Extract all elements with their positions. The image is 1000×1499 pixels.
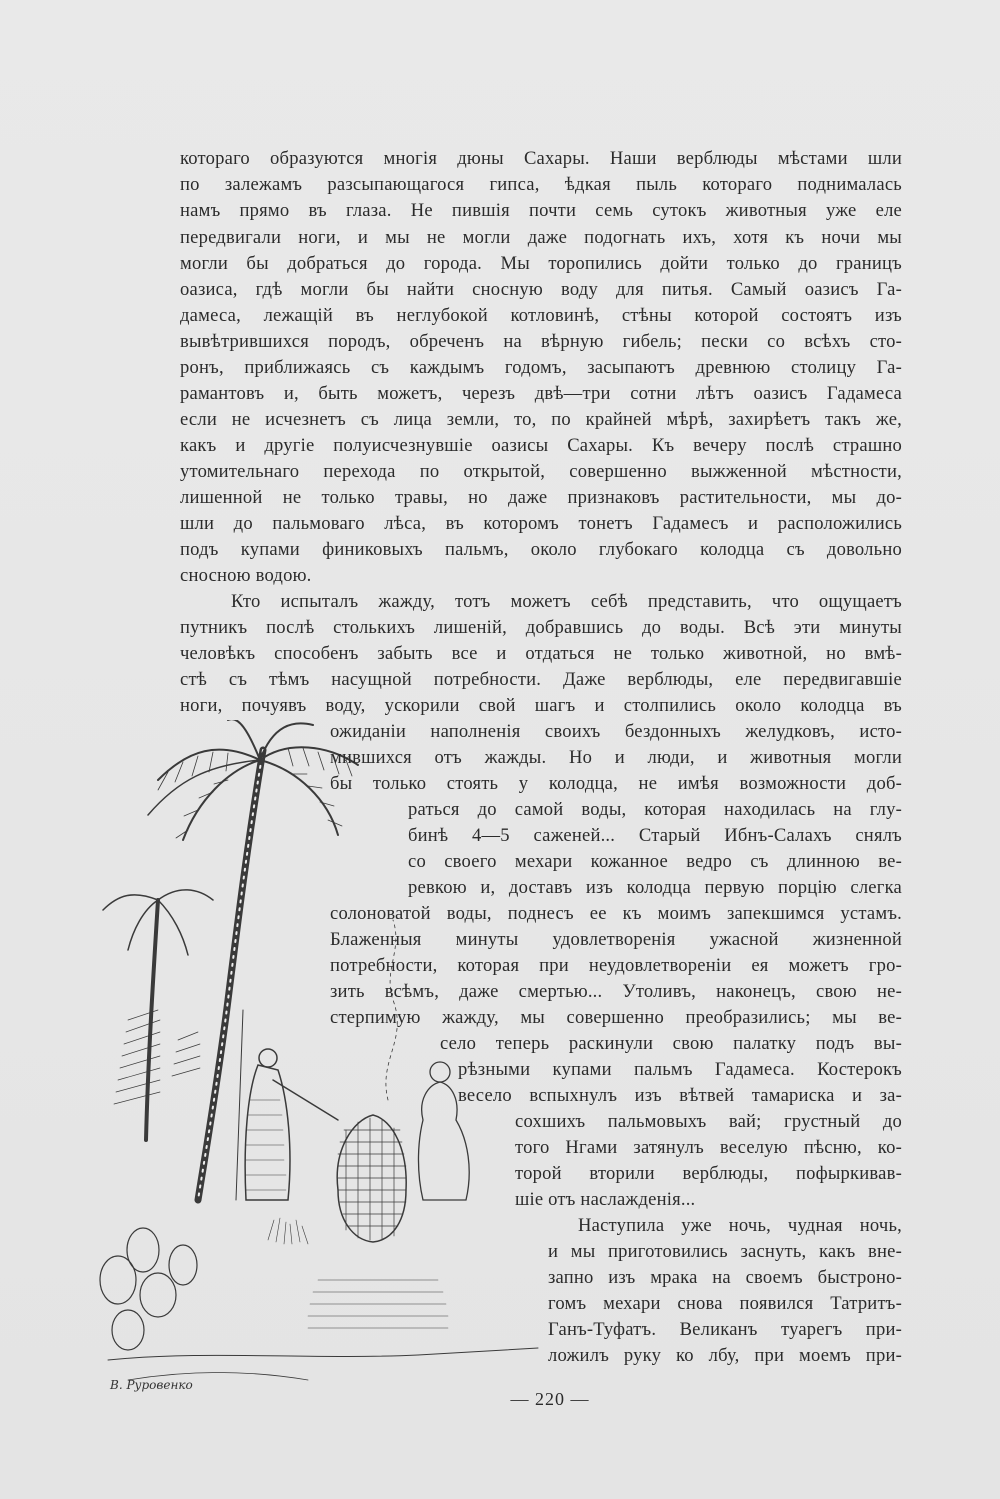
text-line: лишенной не только травы, но даже признаковъ растительности, мы до- (180, 487, 902, 508)
artist-signature: В. Руровенко (110, 1378, 193, 1392)
text-line: рамантовъ и, быть можетъ, черезъ двѣ—три сотни лѣтъ оазисъ Гадамеса (180, 383, 902, 404)
text-line: сносною водою. (180, 565, 312, 586)
text-line: шли до пальмоваго лѣса, въ которомъ тонетъ Гадамесъ и расположились (180, 513, 902, 534)
text-line: Ганъ-Туфатъ. Великанъ туарегъ при- (548, 1319, 902, 1340)
text-line: стѣ съ тѣмъ насущной потребности. Даже верблюды, еле передвигавшіе (180, 669, 902, 690)
text-line: Блаженныя минуты удовлетворенія ужасной жизненной (330, 929, 902, 950)
text-line: и мы приготовились заснуть, какъ вне- (548, 1241, 902, 1262)
text-line: потребности, которая при неудовлетвореніи ея можетъ гро- (330, 955, 902, 976)
text-line: ложилъ руку ко лбу, при моемъ при- (548, 1345, 902, 1366)
text-line: ноги, почуявъ воду, ускорили свой шагъ и столпились около колодца въ (180, 695, 902, 716)
text-line: стерпимую жажду, мы совершенно преобразились; мы ве- (330, 1007, 902, 1028)
text-line: вывѣтрившихся породъ, обреченъ на вѣрную гибель; пески со всѣхъ сто- (180, 331, 902, 352)
text-line: рѣзными купами пальмъ Гадамеса. Костерокъ (458, 1059, 902, 1080)
text-line: путникъ послѣ столькихъ лишеній, добравшись до воды. Всѣ эти минуты (180, 617, 902, 638)
text-line: бинѣ 4—5 саженей... Старый Ибнъ-Салахъ снялъ (408, 825, 902, 846)
text-line: шіе отъ наслажденія... (515, 1189, 696, 1210)
text-line: зить всѣмъ, даже смертью... Утоливъ, наконецъ, свою не- (330, 981, 902, 1002)
text-line: село теперь раскинули свою палатку подъ вы- (440, 1033, 902, 1054)
text-line: мившихся отъ жажды. Но и люди, и животныя могли (330, 747, 902, 768)
text-line: намъ прямо въ глаза. Не пившія почти семь сутокъ животныя уже еле (180, 200, 902, 221)
text-line: ревкою и, доставъ изъ колодца первую порцію слегка (408, 877, 902, 898)
text-line: запно изъ мрака на своемъ быстроно- (548, 1267, 902, 1288)
text-line: гомъ мехари снова появился Татритъ- (548, 1293, 902, 1314)
text-line: бы только стоять у колодца, не имѣя возможности доб- (330, 773, 902, 794)
text-line: подъ купами финиковыхъ пальмъ, около глубокаго колодца съ довольно (180, 539, 902, 560)
text-line: того Нгами затянулъ веселую пѣсню, ко- (515, 1137, 902, 1158)
text-line: могли бы добраться до города. Мы торопились дойти только до границъ (180, 253, 902, 274)
text-line: оазиса, гдѣ могли бы найти сносную воду для питья. Самый оазисъ Га- (180, 279, 902, 300)
text-line: котораго образуются многія дюны Сахары. Наши верблюды мѣстами шли (180, 148, 902, 169)
paragraph-start-line: Наступила уже ночь, чудная ночь, (578, 1215, 902, 1236)
text-line: ронъ, приближаясь съ каждымъ годомъ, засыпаютъ древнюю столицу Га- (180, 357, 902, 378)
text-line: торой вторили верблюды, пофыркивав- (515, 1163, 902, 1184)
text-line: раться до самой воды, которая находилась на глу- (408, 799, 902, 820)
text-line: со своего мехари кожанное ведро съ длинною ве- (408, 851, 902, 872)
text-line: сохшихъ пальмовыхъ вай; грустный до (515, 1111, 902, 1132)
text-line: дамеса, лежащій въ неглубокой котловинѣ, стѣны которой состоятъ изъ (180, 305, 902, 326)
text-line: какъ и другіе полуисчезнувшіе оазисы Сахары. Къ вечеру послѣ страшно (180, 435, 902, 456)
paragraph-start-line: Кто испыталъ жажду, тотъ можетъ себѣ представить, что ощущаетъ (231, 591, 902, 612)
text-line: утомительнаго перехода по открытой, совершенно выжженной мѣстности, (180, 461, 902, 482)
text-line: весело вспыхнулъ изъ вѣтвей тамариска и за- (458, 1085, 902, 1106)
page-number: — 220 — (510, 1389, 590, 1409)
text-line: если не исчезнетъ съ лица земли, то, по крайней мѣрѣ, захирѣетъ такъ же, (180, 409, 902, 430)
text-line: ожиданіи наполненія своихъ бездонныхъ желудковъ, исто- (330, 721, 902, 742)
text-line: солоноватой воды, поднесъ ее къ моимъ запекшимся устамъ. (330, 903, 902, 924)
text-line: передвигали ноги, и мы не могли даже подогнать ихъ, хотя къ ночи мы (180, 227, 902, 248)
text-line: человѣкъ способенъ забыть все и отдаться не только животной, но вмѣ- (180, 643, 902, 664)
text-line: по залежамъ разсыпающагося гипса, ѣдкая пыль котораго поднималась (180, 174, 902, 195)
